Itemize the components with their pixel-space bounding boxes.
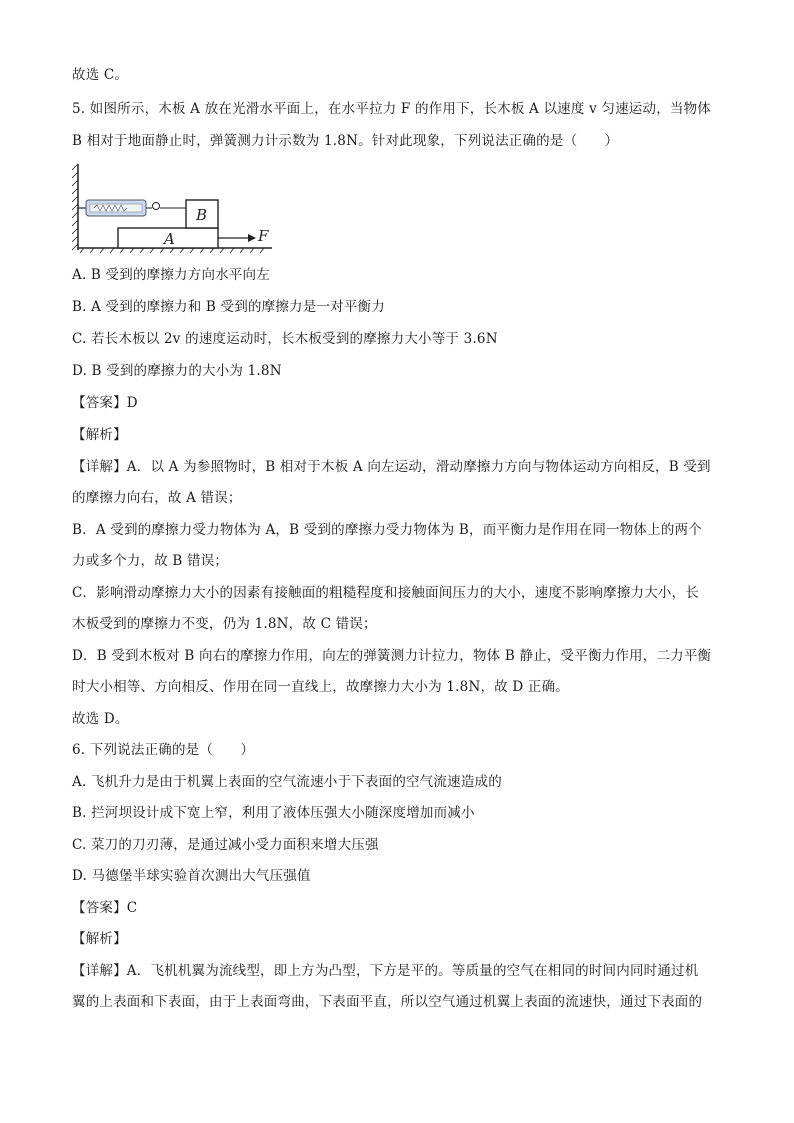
explanation-5-line-1: 【详解】A．以 A 为参照物时，B 相对于木板 A 向左运动，滑动摩擦力方向与物体运动方向相反，B 受到 bbox=[72, 459, 711, 475]
force-label: F bbox=[258, 227, 269, 245]
explanation-6-line-2: 翼的上表面和下表面，由于上表面弯曲，下表面平直，所以空气通过机翼上表面的流速快，通过下表面的 bbox=[72, 994, 703, 1010]
option-5-d: D. B 受到的摩擦力的大小为 1.8N bbox=[72, 363, 282, 379]
explanation-5-line-4: 力或多个力，故 B 错误； bbox=[72, 553, 229, 569]
text-line-conclusion-c: 故选 C。 bbox=[72, 67, 129, 83]
spring-scale bbox=[78, 200, 186, 216]
question-5-stem-line-1: 5. 如图所示，木板 A 放在光滑水平面上，在水平拉力 F 的作用下，长木板 A 以速度 v 匀速运动，当物体 bbox=[72, 101, 711, 117]
option-6-c: C. 菜刀的刀刃薄，是通过减小受力面积来增大压强 bbox=[72, 837, 379, 853]
explanation-6-line-1: 【详解】A．飞机机翼为流线型，即上方为凸型，下方是平的。等质量的空气在相同的时间内同时通过机 bbox=[72, 963, 699, 979]
option-5-b: B. A 受到的摩擦力和 B 受到的摩擦力是一对平衡力 bbox=[72, 299, 385, 315]
option-5-c: C. 若长木板以 2v 的速度运动时，长木板受到的摩擦力大小等于 3.6N bbox=[72, 331, 498, 347]
question-6-stem: 6. 下列说法正确的是（ ） bbox=[72, 742, 255, 758]
wall bbox=[72, 164, 78, 250]
conclusion-5: 故选 D。 bbox=[72, 711, 129, 727]
force-arrow bbox=[218, 227, 269, 245]
board-a bbox=[118, 228, 218, 248]
option-5-a: A. B 受到的摩擦力方向水平向左 bbox=[72, 267, 270, 283]
answer-5: 【答案】D bbox=[72, 395, 138, 411]
block-b bbox=[186, 200, 218, 228]
question-5-stem-line-2: B 相对于地面静止时，弹簧测力计示数为 1.8N。针对此现象，下列说法正确的是（ ） bbox=[72, 133, 619, 149]
analysis-5-heading: 【解析】 bbox=[72, 427, 127, 443]
explanation-5-line-6: 木板受到的摩擦力不变，仍为 1.8N，故 C 错误； bbox=[72, 616, 377, 632]
answer-6: 【答案】C bbox=[72, 900, 138, 916]
block-b-label: B bbox=[196, 206, 208, 224]
option-6-a: A. 飞机升力是由于机翼上表面的空气流速小于下表面的空气流速造成的 bbox=[72, 774, 502, 790]
option-6-b: B. 拦河坝设计成下宽上窄，利用了液体压强大小随深度增加而减小 bbox=[72, 805, 475, 821]
explanation-5-line-8: 时大小相等、方向相反、作用在同一直线上，故摩擦力大小为 1.8N，故 D 正确。 bbox=[72, 679, 569, 695]
physics-diagram bbox=[72, 160, 292, 256]
board-a-label: A bbox=[164, 230, 175, 248]
ground bbox=[78, 248, 272, 253]
explanation-5-line-2: 的摩擦力向右，故 A 错误； bbox=[72, 490, 242, 506]
option-6-d: D. 马德堡半球实验首次测出大气压强值 bbox=[72, 868, 311, 884]
explanation-5-line-7: D．B 受到木板对 B 向右的摩擦力作用，向左的弹簧测力计拉力，物体 B 静止，受平衡力作用，二力平衡 bbox=[72, 648, 712, 664]
explanation-5-line-3: B．A 受到的摩擦力受力物体为 A，B 受到的摩擦力受力物体为 B，而平衡力是作用在同一物体上的两个 bbox=[72, 522, 702, 538]
explanation-5-line-5: C．影响滑动摩擦力大小的因素有接触面的粗糙程度和接触面间压力的大小，速度不影响摩擦力大小，长 bbox=[72, 585, 700, 601]
analysis-6-heading: 【解析】 bbox=[72, 931, 127, 947]
